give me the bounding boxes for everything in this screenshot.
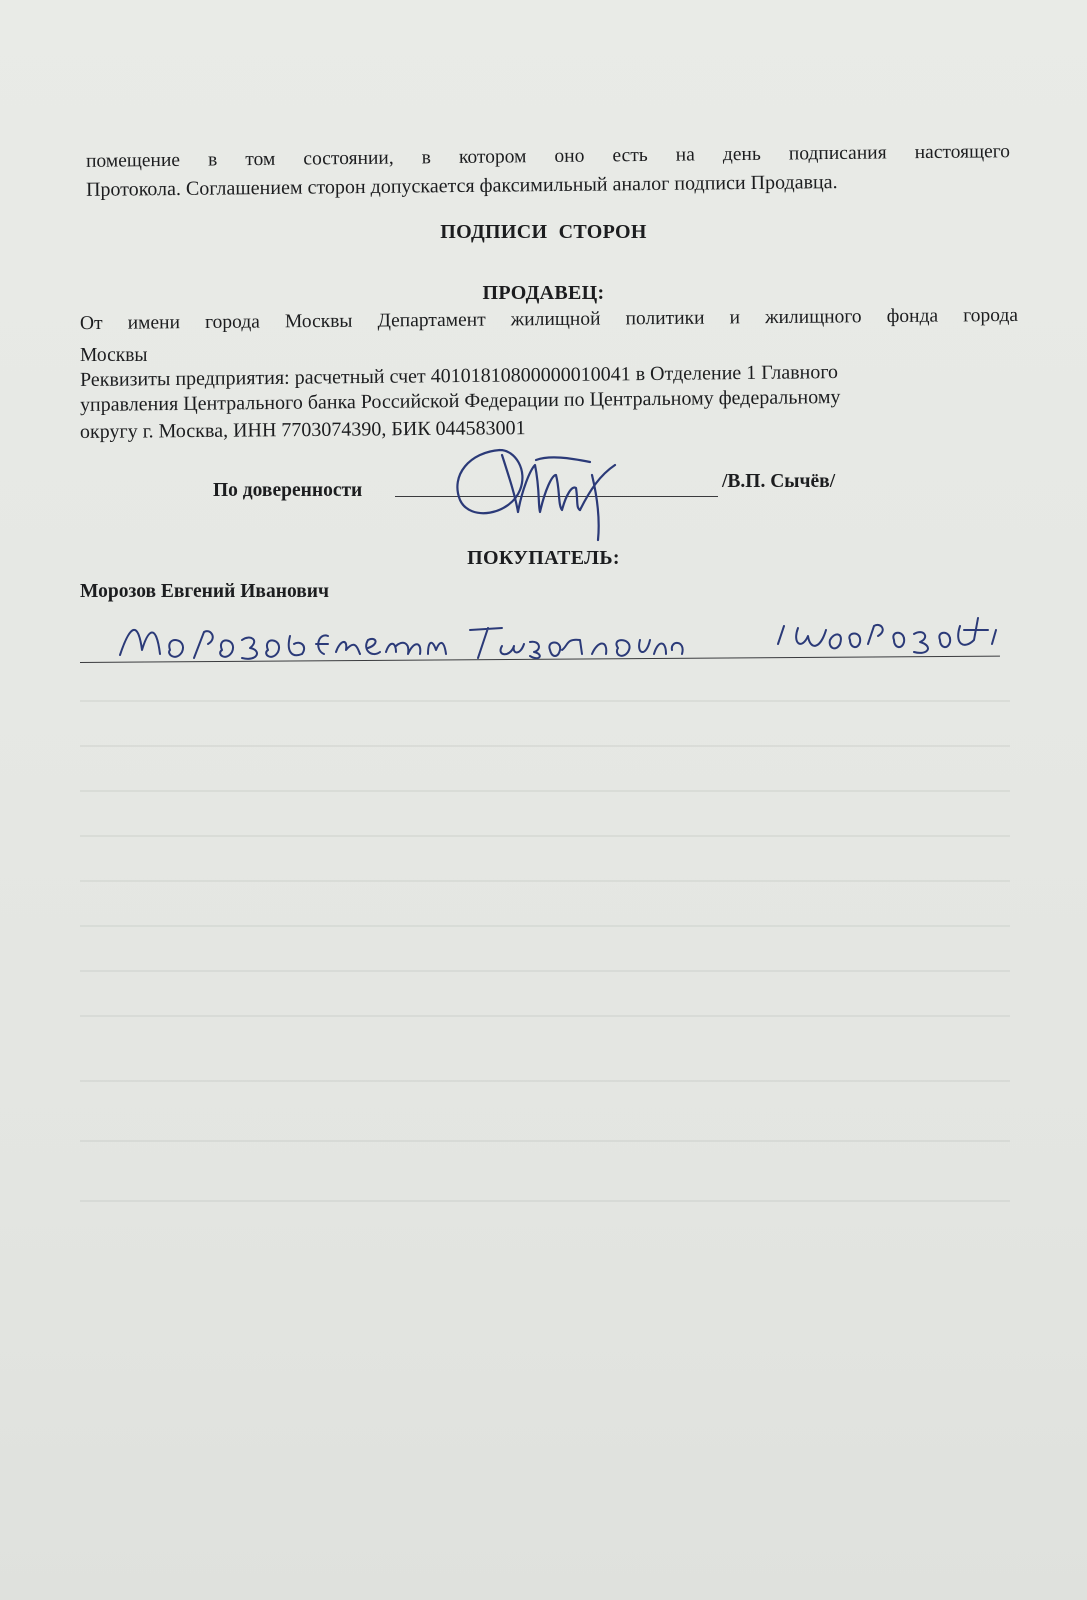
buyer-heading: ПОКУПАТЕЛЬ: [467,547,620,569]
seller-name-line-2: Москвы [80,345,148,366]
signatures-heading: ПОДПИСИ СТОРОН [440,221,647,243]
seller-requisites-line-3: округу г. Москва, ИНН 7703074390, БИК 044583001 [79,417,526,443]
seller-signature [440,430,660,550]
proxy-label: По доверенности [213,480,363,501]
seller-requisites-line-2: управления Центрального банка Российской Федерации по Центральному федеральному [79,386,841,416]
seller-requisites-line-1: Реквизиты предприятия: расчетный счет 40101810800000010041 в Отделение 1 Главного [79,361,839,391]
seller-name-line-1: От имени города Москвы Департамент жилищной политики и жилищного фонда города [79,304,1019,335]
buyer-name: Морозов Евгений Иванович [80,581,329,602]
buyer-handwritten-name [110,610,730,670]
seller-heading: ПРОДАВЕЦ: [482,282,605,304]
intro-paragraph-line-1: помещение в том состоянии, в котором оно есть на день подписания настоящего [85,141,1011,172]
intro-paragraph-line-2: Протокола. Соглашением сторон допускается факсимильный аналог подписи Продавца. [85,171,838,201]
seller-signatory: /В.П. Сычёв/ [722,471,836,492]
buyer-signature [764,600,1004,670]
